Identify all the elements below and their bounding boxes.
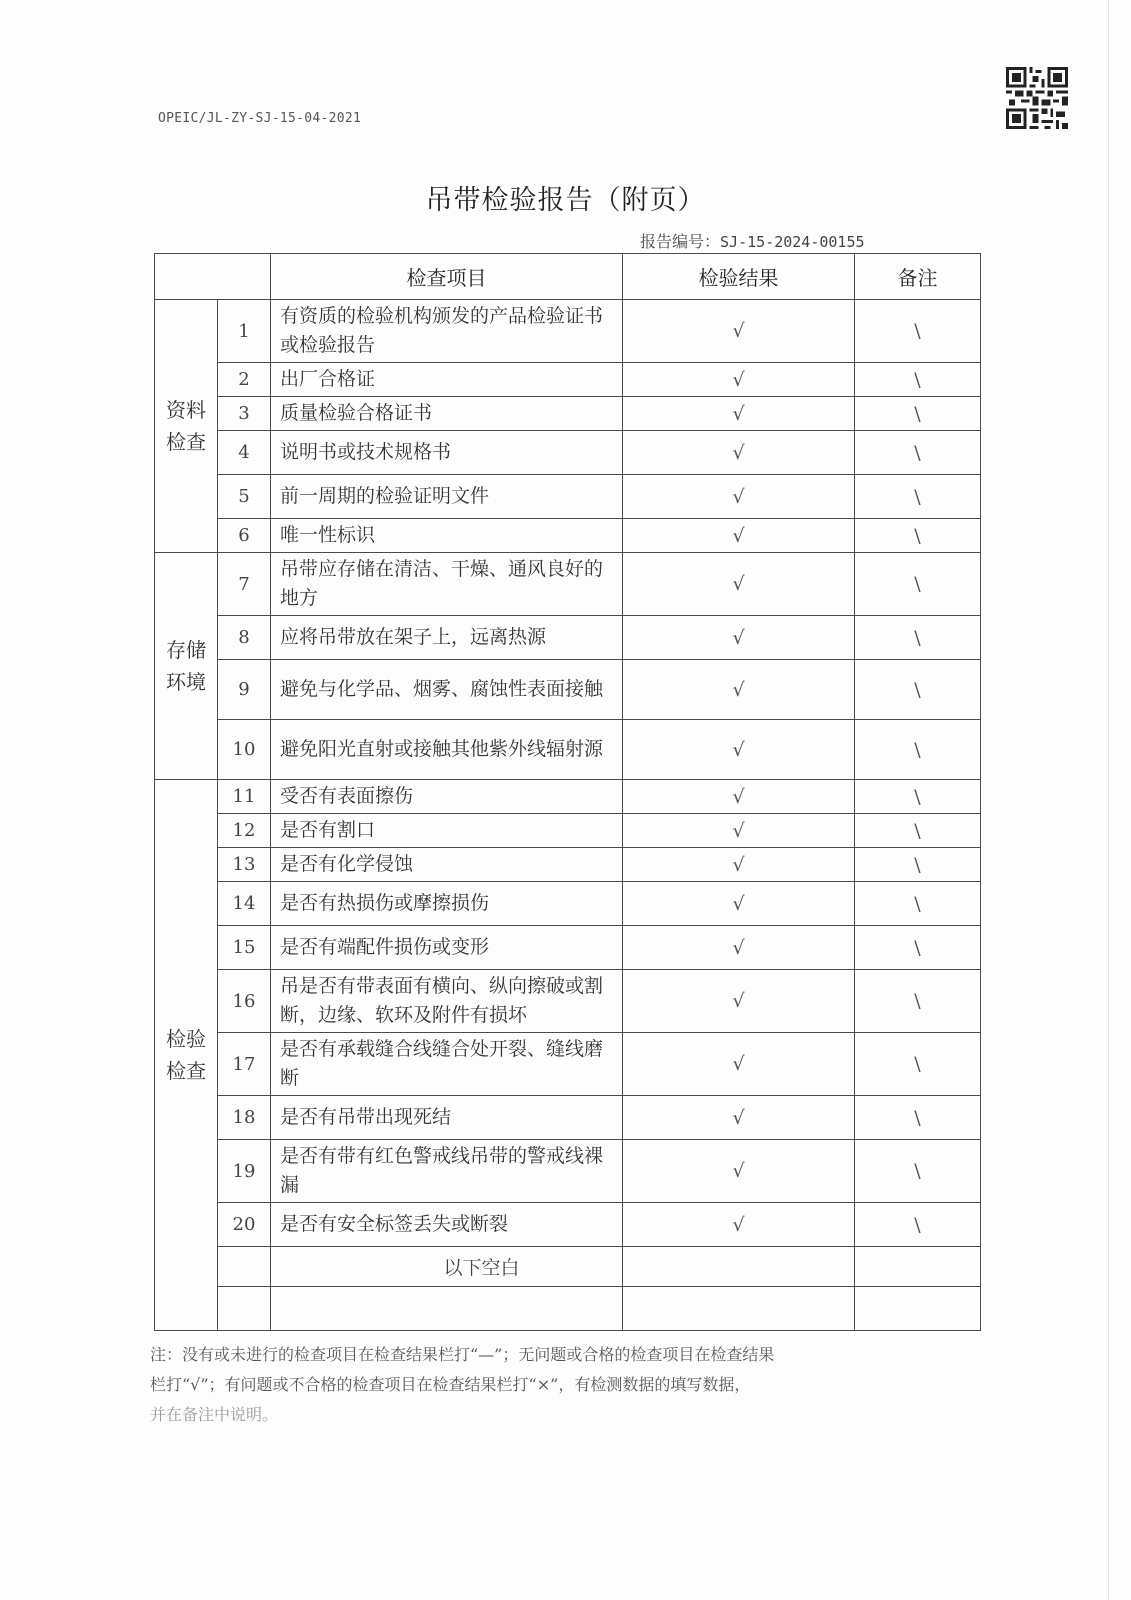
row-item: 是否有吊带出现死结	[271, 1096, 623, 1140]
group-storage-label: 存储环境	[166, 638, 206, 694]
row-number: 9	[218, 660, 271, 720]
group-docs	[155, 300, 218, 553]
row-number: 14	[218, 882, 271, 926]
blank-row	[155, 1287, 981, 1331]
row-note: \	[855, 519, 981, 553]
table-row	[155, 431, 981, 475]
row-result: √	[623, 720, 855, 780]
blank-result-cell	[623, 1287, 855, 1331]
row-number: 20	[218, 1203, 271, 1247]
blank-result-cell	[623, 1247, 855, 1287]
row-note: \	[855, 814, 981, 848]
table-row	[155, 300, 981, 363]
row-item: 是否有承载缝合线缝合处开裂、缝线磨断	[271, 1033, 623, 1096]
row-item: 吊带应存储在清洁、干燥、通风良好的地方	[271, 553, 623, 616]
row-number: 10	[218, 720, 271, 780]
row-number: 18	[218, 1096, 271, 1140]
group-docs-label: 资料检查	[166, 398, 206, 454]
row-item: 是否有安全标签丢失或断裂	[271, 1203, 623, 1247]
row-note: \	[855, 660, 981, 720]
row-number: 13	[218, 848, 271, 882]
table-row	[155, 814, 981, 848]
header-blank-cell	[155, 254, 271, 300]
table-row	[155, 519, 981, 553]
table-row	[155, 882, 981, 926]
row-item: 是否有热损伤或摩擦损伤	[271, 882, 623, 926]
row-item: 是否有化学侵蚀	[271, 848, 623, 882]
row-number: 19	[218, 1140, 271, 1203]
row-item: 前一周期的检验证明文件	[271, 475, 623, 519]
row-item: 质量检验合格证书	[271, 397, 623, 431]
row-result: √	[623, 1033, 855, 1096]
row-result: √	[623, 1096, 855, 1140]
footnote-line-3: 并在备注中说明。	[150, 1405, 279, 1424]
blank-number-cell	[218, 1247, 271, 1287]
table-row	[155, 475, 981, 519]
row-result: √	[623, 814, 855, 848]
table-row	[155, 1140, 981, 1203]
row-number: 11	[218, 780, 271, 814]
row-result: √	[623, 475, 855, 519]
report-number-label: 报告编号：	[640, 232, 721, 251]
row-note: \	[855, 970, 981, 1033]
table-row	[155, 660, 981, 720]
inspection-table	[154, 253, 981, 1331]
row-result: √	[623, 970, 855, 1033]
row-result: √	[623, 397, 855, 431]
row-item: 受否有表面擦伤	[271, 780, 623, 814]
row-note: \	[855, 1203, 981, 1247]
row-number: 16	[218, 970, 271, 1033]
row-result: √	[623, 848, 855, 882]
row-note: \	[855, 926, 981, 970]
blank-text: 以下空白	[271, 1247, 623, 1287]
footnote-line-1: 注：没有或未进行的检查项目在检查结果栏打“—”；无问题或合格的检查项目在检查结果	[150, 1345, 775, 1364]
row-item: 说明书或技术规格书	[271, 431, 623, 475]
table-row	[155, 363, 981, 397]
row-number: 4	[218, 431, 271, 475]
table-row	[155, 848, 981, 882]
table-row	[155, 1096, 981, 1140]
row-result: √	[623, 431, 855, 475]
row-item: 应将吊带放在架子上，远离热源	[271, 616, 623, 660]
footnote-line-2: 栏打“√”；有问题或不合格的检查项目在检查结果栏打“×”，有检测数据的填写数据，	[150, 1375, 751, 1394]
row-result: √	[623, 660, 855, 720]
row-note: \	[855, 553, 981, 616]
header-result: 检验结果	[623, 254, 855, 300]
row-item: 唯一性标识	[271, 519, 623, 553]
row-result: √	[623, 300, 855, 363]
row-item: 有资质的检验机构颁发的产品检验证书或检验报告	[271, 300, 623, 363]
table-row	[155, 780, 981, 814]
row-result: √	[623, 882, 855, 926]
row-number: 2	[218, 363, 271, 397]
table-row	[155, 553, 981, 616]
blank-number-cell	[218, 1287, 271, 1331]
blank-note-cell	[855, 1287, 981, 1331]
row-number: 3	[218, 397, 271, 431]
row-result: √	[623, 1140, 855, 1203]
header-note: 备注	[855, 254, 981, 300]
blank-note-cell	[855, 1247, 981, 1287]
row-result: √	[623, 1203, 855, 1247]
row-result: √	[623, 926, 855, 970]
row-item: 避免与化学品、烟雾、腐蚀性表面接触	[271, 660, 623, 720]
row-note: \	[855, 363, 981, 397]
table-row	[155, 1203, 981, 1247]
table-row	[155, 616, 981, 660]
row-note: \	[855, 475, 981, 519]
row-number: 5	[218, 475, 271, 519]
row-note: \	[855, 616, 981, 660]
row-number: 6	[218, 519, 271, 553]
group-inspect-label: 检验检查	[166, 1027, 206, 1083]
row-result: √	[623, 780, 855, 814]
report-number	[640, 229, 865, 252]
row-number: 7	[218, 553, 271, 616]
row-note: \	[855, 882, 981, 926]
row-result: √	[623, 553, 855, 616]
group-inspect	[155, 780, 218, 1331]
row-result: √	[623, 616, 855, 660]
row-note: \	[855, 1140, 981, 1203]
table-row	[155, 926, 981, 970]
page-title: 吊带检验报告（附页）	[425, 185, 706, 216]
blank-row	[155, 1247, 981, 1287]
row-note: \	[855, 1096, 981, 1140]
row-note: \	[855, 1033, 981, 1096]
footnote	[150, 1340, 940, 1430]
row-item: 是否有端配件损伤或变形	[271, 926, 623, 970]
table-row	[155, 720, 981, 780]
row-result: √	[623, 363, 855, 397]
row-item: 吊是否有带表面有横向、纵向擦破或割断，边缘、软环及附件有损坏	[271, 970, 623, 1033]
row-note: \	[855, 300, 981, 363]
row-item: 是否有割口	[271, 814, 623, 848]
row-note: \	[855, 780, 981, 814]
table-row	[155, 970, 981, 1033]
blank-item-cell	[271, 1287, 623, 1331]
row-item: 出厂合格证	[271, 363, 623, 397]
row-item: 是否有带有红色警戒线吊带的警戒线裸漏	[271, 1140, 623, 1203]
row-item: 避免阳光直射或接触其他紫外线辐射源	[271, 720, 623, 780]
row-note: \	[855, 848, 981, 882]
row-number: 12	[218, 814, 271, 848]
row-number: 17	[218, 1033, 271, 1096]
qr-code-icon	[1006, 67, 1068, 129]
row-result: √	[623, 519, 855, 553]
group-storage	[155, 553, 218, 780]
table-row	[155, 397, 981, 431]
row-number: 8	[218, 616, 271, 660]
row-note: \	[855, 397, 981, 431]
row-number: 1	[218, 300, 271, 363]
report-number-value: SJ-15-2024-00155	[720, 233, 865, 251]
table-row	[155, 1033, 981, 1096]
header-item: 检查项目	[271, 254, 623, 300]
row-note: \	[855, 720, 981, 780]
document-code: OPEIC/JL-ZY-SJ-15-04-2021	[158, 111, 362, 126]
page-edge-line	[1108, 0, 1109, 1600]
table-header-row	[155, 254, 981, 300]
row-note: \	[855, 431, 981, 475]
row-number: 15	[218, 926, 271, 970]
